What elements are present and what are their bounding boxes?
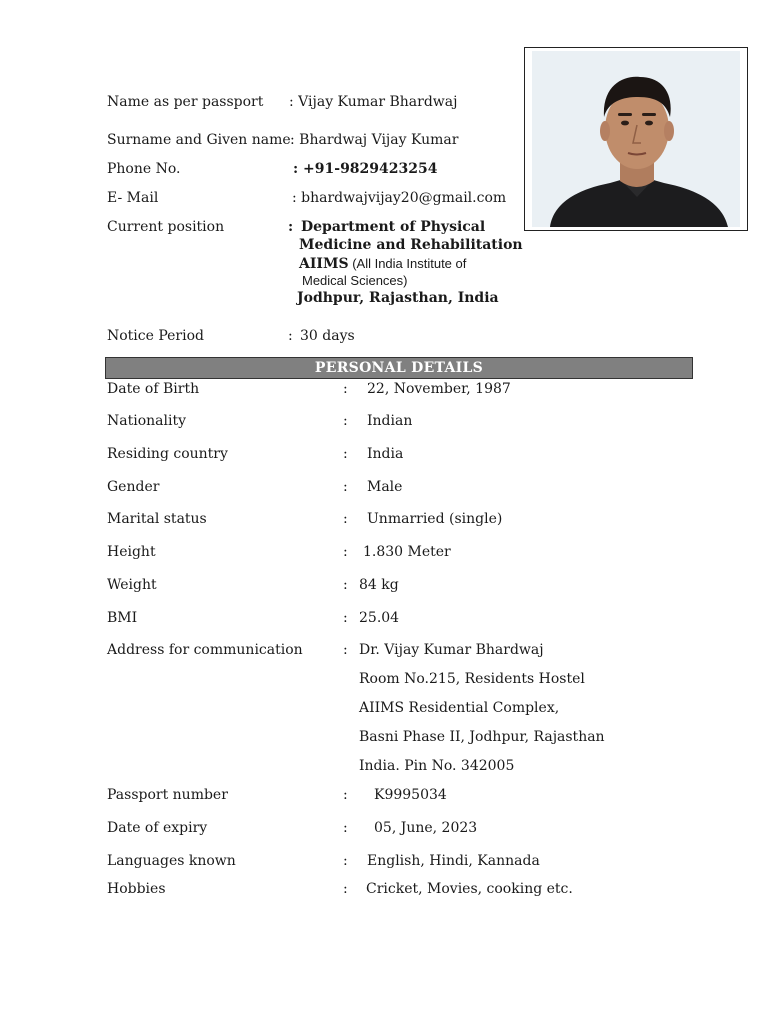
bmi-label: BMI (107, 610, 138, 626)
phone-value: : +91-9829423254 (293, 161, 438, 177)
hobbies-colon: : (343, 881, 348, 897)
address-line-2: Room No.215, Residents Hostel (359, 671, 585, 687)
weight-colon: : (343, 577, 348, 593)
email-label: E- Mail (107, 190, 159, 206)
marital-status-label: Marital status (107, 511, 207, 527)
address-line-3: AIIMS Residential Complex, (359, 700, 560, 716)
gender-value: Male (367, 479, 403, 495)
gender-colon: : (343, 479, 348, 495)
residing-country-colon: : (343, 446, 348, 462)
weight-label: Weight (107, 577, 157, 593)
institute-full-start: (All India Institute of (348, 256, 467, 271)
notice-period-label: Notice Period (107, 328, 204, 344)
current-position-line4: Medical Sciences) (302, 273, 408, 288)
nationality-label: Nationality (107, 413, 186, 429)
surname-given-value: : Bhardwaj Vijay Kumar (290, 132, 459, 148)
current-position-line3 (299, 256, 466, 272)
name-passport-value: : Vijay Kumar Bhardwaj (289, 94, 458, 110)
height-colon: : (343, 544, 348, 560)
date-of-expiry-colon: : (343, 820, 348, 836)
bmi-value: 25.04 (359, 610, 400, 626)
marital-status-colon: : (343, 511, 348, 527)
surname-given-label: Surname and Given name (107, 132, 291, 148)
marital-status-value: Unmarried (single) (367, 511, 503, 527)
languages-value: English, Hindi, Kannada (367, 853, 540, 869)
bmi-colon: : (343, 610, 348, 626)
nationality-colon: : (343, 413, 348, 429)
passport-number-value: K9995034 (374, 787, 447, 803)
address-line-4: Basni Phase II, Jodhpur, Rajasthan (359, 729, 605, 745)
notice-period-colon: : (288, 328, 293, 344)
date-of-expiry-label: Date of expiry (107, 820, 208, 836)
current-position-label: Current position (107, 219, 225, 235)
institute-abbrev: AIIMS (299, 256, 349, 272)
person-silhouette (532, 51, 740, 227)
email-value: : bhardwajvijay20@gmail.com (292, 190, 507, 206)
nationality-value: Indian (367, 413, 413, 429)
passport-number-colon: : (343, 787, 348, 803)
address-colon: : (343, 642, 348, 658)
address-line-1: Dr. Vijay Kumar Bhardwaj (359, 642, 544, 658)
dob-value: 22, November, 1987 (367, 381, 511, 397)
residing-country-value: India (367, 446, 404, 462)
hobbies-label: Hobbies (107, 881, 166, 897)
date-of-expiry-value: 05, June, 2023 (374, 820, 478, 836)
dob-colon: : (343, 381, 348, 397)
current-position-line1: Department of Physical (301, 219, 486, 235)
person-photo-icon (532, 51, 740, 227)
current-position-line5: Jodhpur, Rajasthan, India (297, 290, 499, 306)
weight-value: 84 kg (359, 577, 399, 593)
passport-number-label: Passport number (107, 787, 228, 803)
notice-period-value: 30 days (300, 328, 355, 344)
height-value: 1.830 Meter (363, 544, 451, 560)
languages-label: Languages known (107, 853, 236, 869)
phone-label: Phone No. (107, 161, 181, 177)
current-position-line2: Medicine and Rehabilitation (299, 237, 523, 253)
personal-details-header: PERSONAL DETAILS (105, 357, 693, 379)
languages-colon: : (343, 853, 348, 869)
current-position-colon: : (288, 219, 294, 235)
address-line-5: India. Pin No. 342005 (359, 758, 515, 774)
residing-country-label: Residing country (107, 446, 228, 462)
height-label: Height (107, 544, 156, 560)
hobbies-value: Cricket, Movies, cooking etc. (366, 881, 573, 897)
gender-label: Gender (107, 479, 160, 495)
address-label: Address for communication (107, 642, 303, 658)
profile-photo (524, 47, 748, 231)
name-passport-label: Name as per passport (107, 94, 264, 110)
dob-label: Date of Birth (107, 381, 200, 397)
